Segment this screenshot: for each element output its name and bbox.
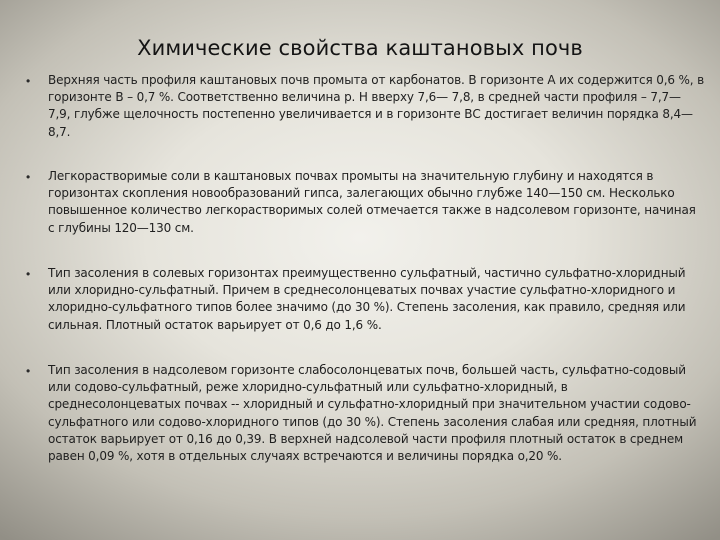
bullet-dot-icon: •: [26, 74, 31, 88]
slide-title: Химические свойства каштановых почв: [137, 36, 583, 60]
bullet-text: Тип засоления в солевых горизонтах преимущественно сульфатный, частично сульфатно-хлоридный или хлоридно-сульфатный. Причем в среднесолонцеватых почвах участие сульфатно-хлоридного и хлоридно-сульфатного типов более значимо (до 30 %). Степень засоления, как правило, средняя или сильная. Плотный остаток варьирует от 0,6 до 1,6 %.: [48, 266, 686, 332]
bullet-dot-icon: •: [26, 170, 31, 184]
bullet-text: Тип засоления в надсолевом горизонте слабосолонцеватых почв, большей часть, сульфатно-содовый или содово-сульфатный, реже хлоридно-сульфатный или сульфатно-хлоридный, в среднесолонцеватых почвах -- хлоридный и сульфатно-хлоридный при значительном участии содово-сульфатного или содово-хлоридного типов (до 30 %). Степень засоления слабая или средняя, плотный остаток варьирует от 0,16 до 0,39. В верхней надсолевой части профиля плотный остаток в среднем равен 0,09 %, хотя в отдельных случаях встречаются и величины порядка о,20 %.: [48, 363, 697, 464]
bullet-text: Легкорастворимые соли в каштановых почвах промыты на значительную глубину и находятся в горизонтах скопления новообразований гипса, залегающих обычно глубже 140—150 см. Несколько повышенное количество легкорастворимых солей отмечается также в надсолевом горизонте, начиная с глубины 120—130 см.: [48, 169, 696, 235]
bullet-dot-icon: •: [26, 364, 31, 378]
bullet-text: Верхняя часть профиля каштановых почв промыта от карбонатов. В горизонте А их содержится 0,6 %, в горизонте В – 0,7 %. Соответственно величина р. Н вверху 7,6— 7,8, в средней части профиля – 7,7— 7,9, глубже щелочность постепенно увеличивается и в горизонте ВС достигает величин порядка 8,4— 8,7.: [48, 73, 705, 139]
bullet-dot-icon: •: [26, 267, 31, 281]
